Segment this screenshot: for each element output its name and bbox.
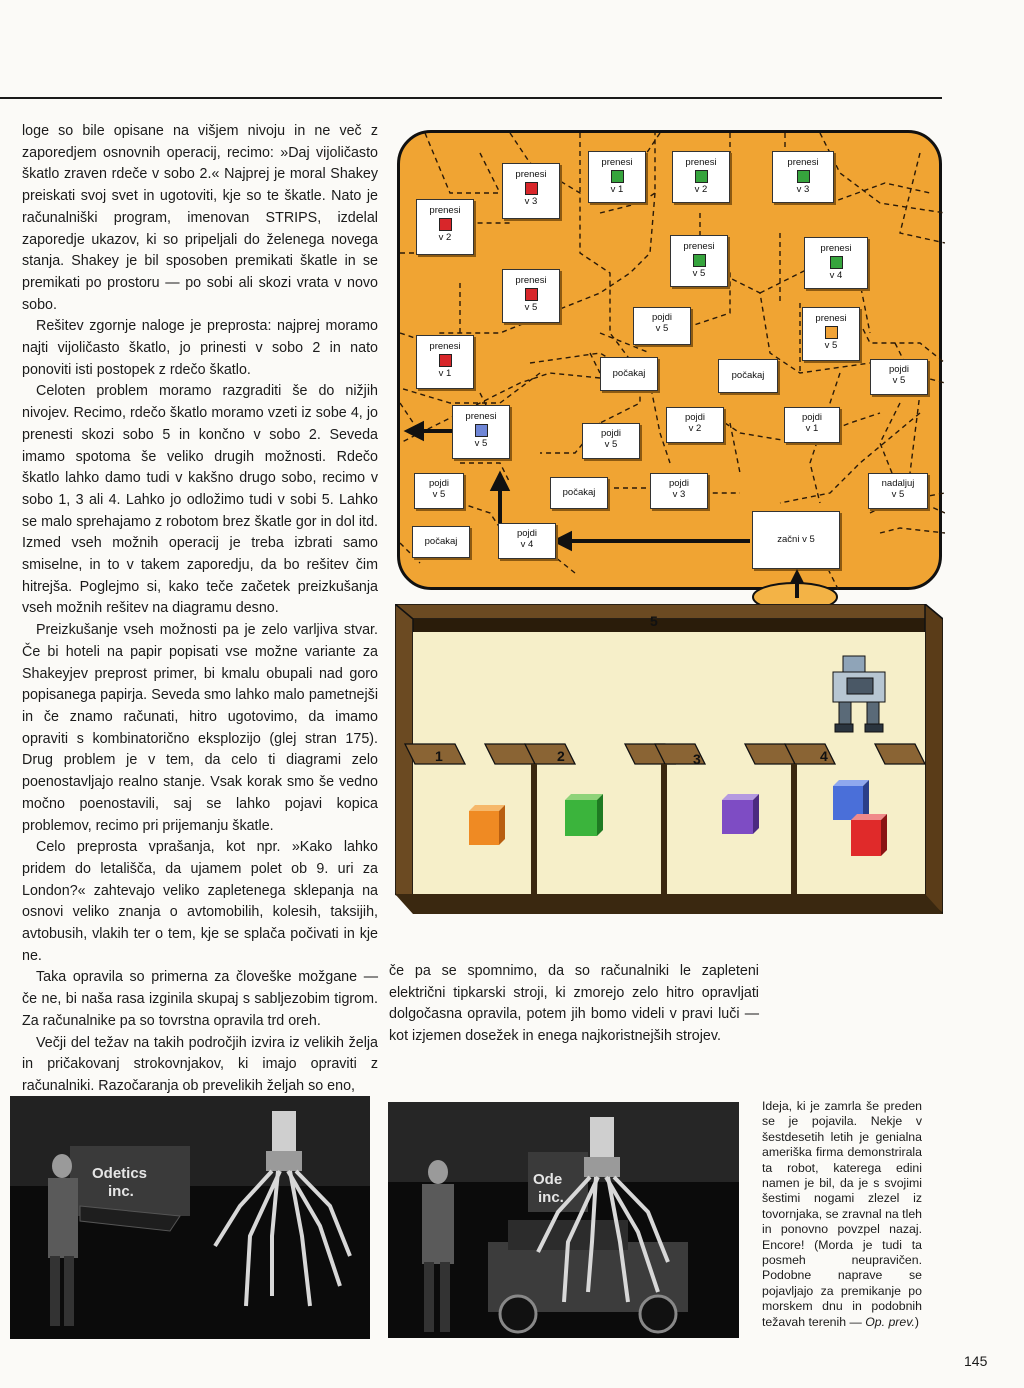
diagram-box: prenesi v 5 bbox=[452, 405, 510, 459]
sign-text: Odetics bbox=[92, 1165, 148, 1182]
photo-odetics-robot-1 bbox=[10, 1096, 370, 1339]
diagram-box: nadaljuj v 5 bbox=[868, 473, 928, 509]
purple-box bbox=[722, 794, 759, 834]
photo-odetics-robot-2 bbox=[388, 1102, 739, 1338]
diagram-box-start: začni v 5 bbox=[752, 511, 840, 569]
diagram-box: prenesi v 5 bbox=[670, 235, 728, 287]
caption-text: Ideja, ki je zamrla še preden se je pojavila. Nekje v šestdesetih letih je genialna ameriška firma demonstrirala ta robot, katerega edini namen je bil, da je s svojimi šestimi nogami zlezel iz tovornjaka, se zravnal na tleh in ponovno povzpel nazaj. Encore! (Morda je tudi ta posmeh neupravičen. Podobne naprave se pojavljajo za premikanje po morskem dnu in podobnih težavah terenih — bbox=[762, 1099, 922, 1329]
diagram-box: pojdi v 5 bbox=[582, 423, 640, 459]
caption-attribution: Op. prev. bbox=[865, 1314, 915, 1329]
paragraph: Celoten problem moramo razgraditi še do nižjih nivojev. Recimo, rdečo škatlo moramo vzeti iz sobe 4, jo prenesti skozi sobo 5 in končno v sobo 2. Seveda imamo spotoma še veliko drugih možnosti. Rdečo škatlo lahko damo tudi v kakšno drugo sobo, recimo v sobo 1, 3 ali 4. Lahko jo odložimo tudi v sobi 5. Lahko se malo sprehajamo z robotom brez škatle gor in dol itd. Izmed vseh možnih operacij je treba izbrati samo smiselne, in to v takem zaporedju, da bo rešitev čim hitrejša. Poglejmo si, kako teče začetek preizkušanja vseh možnih rešitev na diagramu desno. bbox=[22, 383, 378, 617]
diagram-box: pojdi v 5 bbox=[414, 473, 464, 509]
paragraph: Taka opravila so primerna za človeške možgane — če ne, bi naša rasa izginila skupaj s sabljezobim tigrom. Za računalnike pa so tovrstna opravila trd oreh. bbox=[22, 969, 378, 1029]
diagram-box: počakaj bbox=[718, 359, 778, 393]
room-label: 1 bbox=[435, 748, 443, 764]
room-label: 3 bbox=[693, 751, 701, 767]
diagram-box: prenesi v 5 bbox=[802, 307, 860, 361]
diagram-box: prenesi v 1 bbox=[416, 335, 474, 389]
diagram-box: pojdi v 2 bbox=[666, 407, 724, 443]
paragraph: Preizkušanje vseh možnosti pa je zelo varljiva stvar. Če bi hoteli na papir popisati vse možne variante za Shakeyjev preprost primer, bi kmalu obupali nad goro popisanega papirja. Seveda smo lahko malo pametnejši in če znamo računati, hitro ugotovimo, da imamo opraviti s kombinatorično eksplozijo (glej stran 175). Drug problem je v tem, da celo ti diagrami zelo poenostavljajo realno stanje. Vsak korak smo še vedno močno poenostavili, saj se lahko pojavi kopica problemov, recimo pri prijemanju škatle. bbox=[22, 622, 378, 834]
diagram-box: prenesi v 1 bbox=[588, 151, 646, 203]
diagram-box: prenesi v 3 bbox=[772, 151, 834, 203]
middle-text-column bbox=[389, 961, 759, 1048]
room-label: 2 bbox=[557, 748, 565, 764]
diagram-box: prenesi v 3 bbox=[502, 163, 560, 219]
paragraph: Rešitev zgornje naloge je preprosta: najprej moramo najti vijoličasto škatlo, jo prinesti v sobo 2 in nato ponoviti isti postopek z rdečo škatlo. bbox=[22, 318, 378, 378]
paragraph: Večji del težav na takih področjih izvira iz velikih želja in pričakovanj strokovnjakov, ki imajo opraviti z računalniki. Razočaranja ob prevelikih željah so eno, bbox=[22, 1034, 378, 1094]
diagram-box: prenesi v 5 bbox=[502, 269, 560, 323]
diagram-box: prenesi v 4 bbox=[804, 237, 868, 289]
page-number: 145 bbox=[964, 1353, 988, 1369]
paragraph: Celo preprosta vprašanja, kot npr. »Kako lahko pridem do letališča, da ujamem polet ob 9. uri za London?« zahtevajo veliko zapletenega sklepanja na osnovi veliko znanja o avtomobilih, kolesih, taksijih, avtobusih, vlakih ter o tem, kje se splača počivati in kje ne. bbox=[22, 839, 378, 964]
paragraph: če pa se spomnimo, da so računalniki le zapleteni električni tipkarski stroji, ki zmorejo zelo hitro opravljati dolgočasna opravila, potem jih bomo videli v pravi luči — kot izjemen dosežek in enega najkoristnejših strojev. bbox=[389, 963, 759, 1045]
diagram-box: pojdi v 5 bbox=[870, 359, 928, 395]
green-box bbox=[565, 794, 603, 836]
diagram-box: počakaj bbox=[412, 526, 470, 558]
paragraph: loge so bile opisane na višjem nivoju in ne več z zaporedjem osnovnih operacij, recimo: »Daj vijoličasto škatlo zraven rdeče v sobo 2.« Najprej je moral Shakey preiskati svoj svet in ugotoviti, kje so te škatle. Nato je računalniški program, imenovan STRIPS, izdelal zaporedje ukazov, ki so pripeljali do želenega novega stanja. Shakey je bil sposoben premikati škatle in se premikati po prostoru — po sobi ali skozi vrata v novo sobo. bbox=[22, 123, 378, 313]
room-label: 4 bbox=[820, 748, 828, 764]
sign-text: inc. bbox=[108, 1183, 134, 1200]
diagram-box: pojdi v 1 bbox=[784, 407, 840, 443]
diagram-box: pojdi v 4 bbox=[498, 523, 556, 559]
diagram-box: počakaj bbox=[550, 477, 608, 509]
red-box bbox=[851, 814, 887, 856]
room-label: 5 bbox=[650, 613, 658, 629]
diagram-box: pojdi v 5 bbox=[633, 307, 691, 345]
caption-close: ) bbox=[914, 1314, 920, 1329]
diagram-box: pojdi v 3 bbox=[650, 473, 708, 509]
room-illustration bbox=[395, 604, 943, 914]
photo-caption bbox=[762, 1099, 922, 1330]
diagram-box: počakaj bbox=[600, 357, 658, 391]
sign-text: inc. bbox=[538, 1189, 564, 1206]
sign-text: Ode bbox=[533, 1171, 563, 1188]
orange-box bbox=[469, 805, 505, 845]
diagram-box: prenesi v 2 bbox=[416, 199, 474, 255]
diagram-box: prenesi v 2 bbox=[672, 151, 730, 203]
